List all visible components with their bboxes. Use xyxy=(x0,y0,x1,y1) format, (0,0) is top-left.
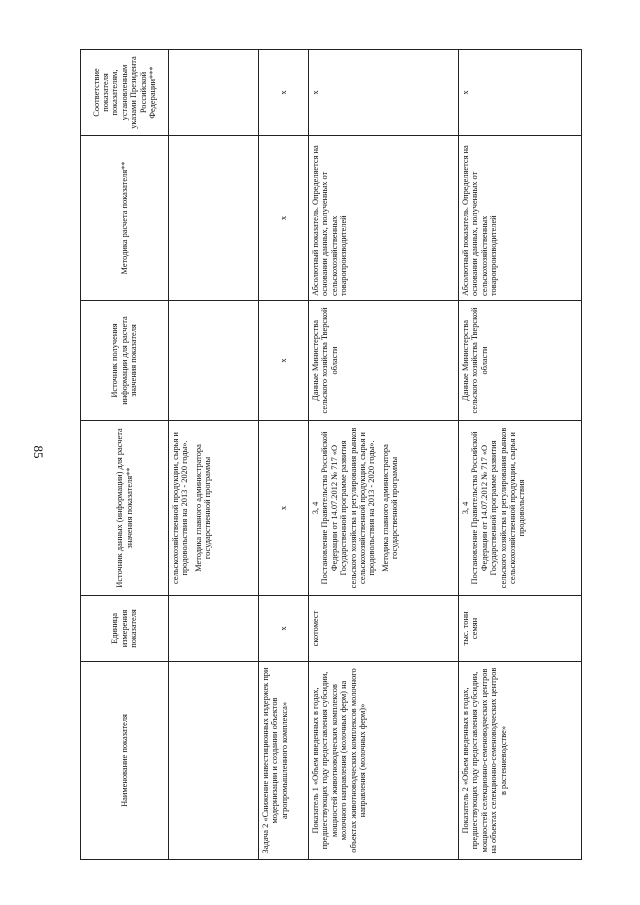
source-text: сельскохозяйственной продукции, сырья и продовольствия на 2013 - 2020 годы». xyxy=(171,432,190,584)
info-cell: Данные Министерства сельского хозяйства Тверской области xyxy=(459,301,582,421)
source-cell: х xyxy=(259,421,309,596)
indicator-table xyxy=(80,49,582,860)
source-ref: 3, 4 xyxy=(461,501,470,515)
indicator-name: Показатель 2 «Объем введенных в годах, предшествующих году предоставления субсидии, мощностей селекционно-семеноводческих центров на объектах селекционно-семеноводческих центров в растениеводстве» xyxy=(459,662,582,860)
header-match: Соответствие показателя показателям, установленным указами Президента Российской Федерации*** xyxy=(81,50,169,136)
header-method: Методика расчета показателя** xyxy=(81,136,169,301)
source-cell xyxy=(309,421,459,596)
table-row xyxy=(459,50,582,860)
table-row xyxy=(309,50,459,860)
source-cell xyxy=(459,421,582,596)
header-name: Наименование показателя xyxy=(81,662,169,860)
source-text: Постановление Правительства Российской Федерации от 14.07.2012 № 717 «О Государственной программе развития сельского хозяйства и регулирования рынков сельскохозяйственной продукции, сырья и продовольствия xyxy=(470,427,527,589)
source-ref: 3, 4 xyxy=(311,501,320,515)
method-cell: Абсолютный показатель. Определяется на основании данных, полученных от сельскохозяйственных товаропроизводителей xyxy=(459,136,582,301)
source-cell xyxy=(169,421,259,596)
method-cell: х xyxy=(259,136,309,301)
table-row xyxy=(259,50,309,860)
unit-cell: скотомест xyxy=(309,596,459,662)
source-text-2: Методика главного администратора государственной программы xyxy=(380,444,400,572)
source-text-2: Методика главного администратора государственной программы xyxy=(193,444,213,572)
page-number: 85 xyxy=(31,445,46,459)
header-source: Источник данных (информации) для расчета значения показателя** xyxy=(81,421,169,596)
unit-cell: х xyxy=(259,596,309,662)
indicator-name: Показатель 1 «Объем введенных в годах, предшествующих году предоставления субсидии, мощностей животноводческих комплексов молочного направления (молочных ферм) на объектах животноводческих комплексов молочного направления (молочных ферм)» xyxy=(309,662,459,860)
task-name: Задача 2 «Снижение инвестиционных издержек при модернизации и создании объектов агропромышленного комплекса» xyxy=(259,662,309,860)
rotated-table-container xyxy=(80,50,582,860)
info-cell: х xyxy=(259,301,309,421)
header-info: Источник получения информации для расчета значения показателя xyxy=(81,301,169,421)
unit-cell: тыс. тонн семян xyxy=(459,596,582,662)
info-cell: Данные Министерства сельского хозяйства Тверской области xyxy=(309,301,459,421)
match-cell: х xyxy=(459,50,582,136)
match-cell: х xyxy=(259,50,309,136)
match-cell: х xyxy=(309,50,459,136)
header-row xyxy=(81,50,169,860)
header-unit: Единица измерения показателя xyxy=(81,596,169,662)
table-row xyxy=(169,50,259,860)
method-cell: Абсолютный показатель. Определяется на основании данных, полученных от сельскохозяйственных товаропроизводителей xyxy=(309,136,459,301)
source-text: Постановление Правительства Российской Федерации от 14.07.2012 № 717 «О Государственной программе развития сельского хозяйства и регулирования рынков сельскохозяйственной продукции, сырья и продовольствия на 2013 - 2020 годы». xyxy=(320,427,377,589)
